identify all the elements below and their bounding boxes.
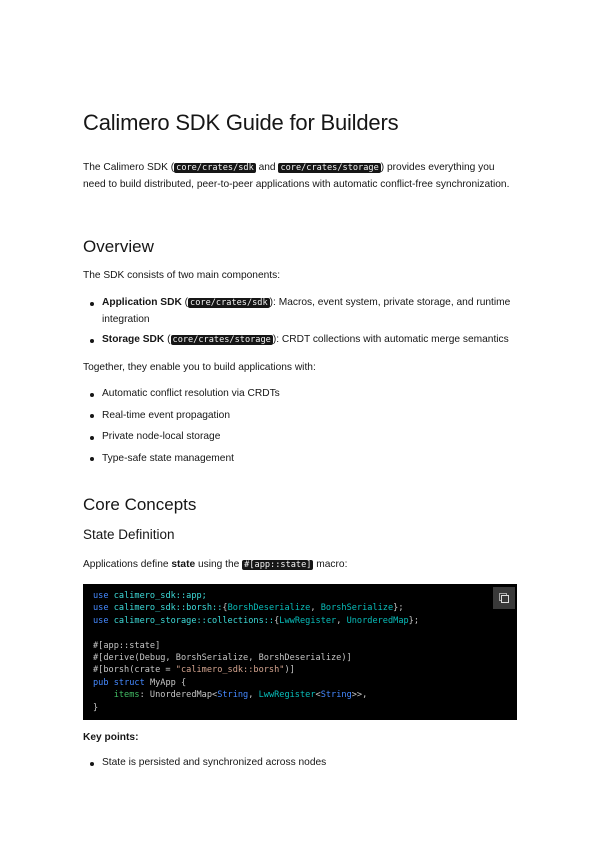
component-desc: Macros, event system, private storage, and runtime integration: [102, 297, 511, 325]
list-item: [83, 295, 517, 328]
component-name: Storage SDK: [102, 334, 165, 345]
inline-code: core/crates/sdk: [190, 298, 268, 308]
intro-paragraph: [83, 160, 517, 193]
copy-code-button[interactable]: [493, 587, 515, 609]
intro-text: and: [255, 162, 279, 173]
punct: (: [181, 297, 189, 308]
state-lead: [83, 557, 347, 574]
key-points-label: [83, 730, 138, 747]
inline-code: core/crates/storage: [172, 335, 271, 345]
copy-icon: [498, 592, 510, 604]
text: using the: [195, 559, 243, 570]
features-list: [83, 386, 517, 467]
section-heading-core-concepts: Core Concepts: [83, 495, 197, 514]
list-item: State is persisted and synchronized across nodes: [83, 755, 517, 772]
inline-code: core/crates/sdk: [176, 163, 254, 173]
list-item: Type-safe state management: [83, 451, 517, 468]
together-paragraph: Together, they enable you to build applications with:: [83, 362, 316, 373]
list-item: Private node-local storage: [83, 429, 517, 446]
punct: ):: [269, 297, 279, 308]
component-name: Application SDK: [102, 297, 182, 308]
intro-text: ) provides everything you need to build distributed, peer-to-peer applications with automatic conflict-free synchronization.: [83, 162, 510, 190]
subsection-heading-state: State Definition: [83, 527, 175, 542]
list-item: Automatic conflict resolution via CRDTs: [83, 386, 517, 403]
overview-lead: The SDK consists of two main components:: [83, 270, 281, 281]
section-heading-overview: Overview: [83, 237, 154, 256]
list-item: [83, 332, 517, 349]
bold-text: state: [171, 559, 196, 570]
intro-text: The Calimero SDK (: [83, 162, 175, 173]
list-item: Real-time event propagation: [83, 408, 517, 425]
component-desc: CRDT collections with automatic merge semantics: [281, 334, 509, 345]
key-points-list: [83, 755, 517, 772]
components-list: [83, 295, 517, 349]
bold-text: Key points:: [83, 732, 139, 743]
code-block: [83, 584, 517, 720]
inline-code: core/crates/storage: [280, 163, 379, 173]
punct: ):: [272, 334, 282, 345]
page-title: Calimero SDK Guide for Builders: [83, 110, 399, 135]
punct: (: [164, 334, 171, 345]
code-content: use calimero_sdk::app; use calimero_sdk::borsh::{BorshDeserialize, BorshSerialize}; use calimero_storage::collections::{LwwRegister, UnorderedMap}; #[app::state] #[derive(Debug, BorshSerialize, BorshDeserialize)] #[borsh(crate = "calimero_sdk::borsh")] pub struct MyApp { items: UnorderedMap<String, LwwRegister<String>>, }: [93, 591, 420, 713]
text: macro:: [313, 559, 348, 570]
text: Applications define: [83, 559, 172, 570]
inline-code: #[app::state]: [244, 560, 312, 570]
